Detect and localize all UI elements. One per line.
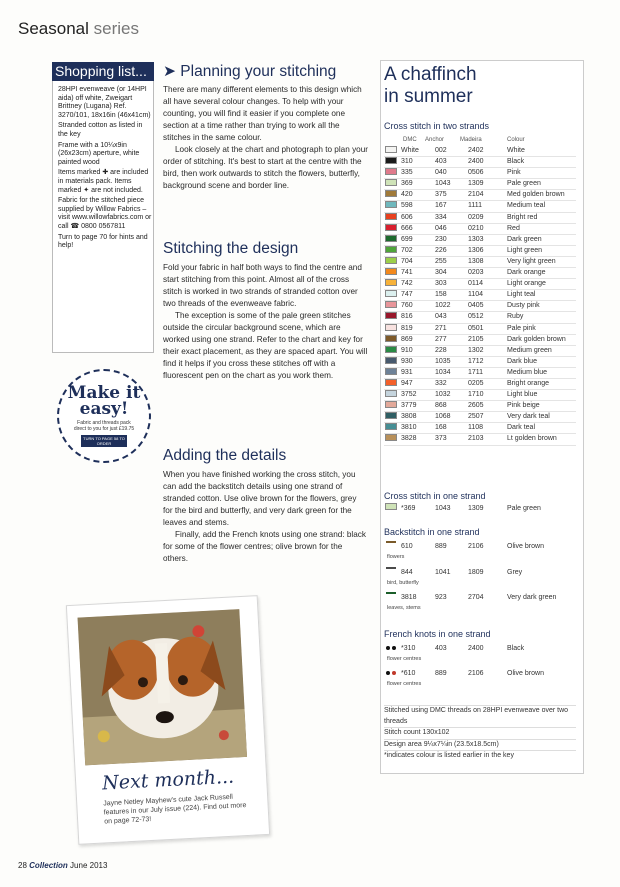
colour-name: White — [507, 147, 525, 154]
key-row — [384, 312, 576, 323]
dmc-code: 741 — [401, 269, 413, 277]
colour-name: Red — [507, 224, 520, 232]
dmc-code: *369 — [401, 505, 416, 512]
colour-swatch — [385, 434, 397, 441]
colour-name: Pink beige — [507, 402, 540, 410]
page-number: 28 — [18, 861, 27, 870]
colour-name: Light teal — [507, 291, 536, 299]
key-row — [384, 290, 576, 301]
stitching-text — [163, 262, 368, 382]
madeira-code: 2507 — [468, 413, 484, 421]
colour-swatch — [385, 257, 397, 264]
dmc-code: 931 — [401, 368, 413, 376]
anchor-code: 1035 — [435, 357, 451, 365]
stitch-note: flowers — [387, 554, 405, 560]
anchor-code: 1043 — [435, 505, 451, 512]
dmc-code: 702 — [401, 246, 413, 254]
colour-name: Bright orange — [507, 379, 550, 387]
anchor-code: 1032 — [435, 391, 451, 399]
madeira-code: 0405 — [468, 302, 484, 310]
colour-name: Black — [507, 645, 525, 652]
anchor-code: 040 — [435, 169, 447, 177]
dmc-code: 310 — [401, 158, 413, 166]
key-row — [384, 401, 576, 412]
shopping-list-title: Shopping list... — [52, 62, 154, 81]
dmc-code: 747 — [401, 291, 413, 299]
colour-swatch — [385, 146, 397, 153]
madeira-code: 2104 — [468, 191, 484, 199]
key-row — [384, 179, 576, 190]
dmc-code: 869 — [401, 335, 413, 343]
dmc-code: *610 — [401, 670, 416, 677]
madeira-code: 0501 — [468, 324, 484, 332]
colour-swatch — [385, 423, 397, 430]
paragraph: When you have finished working the cross stitch, you can add the backstitch details using one strand of stranded cotton. Use olive brown for the flowers, grey for the bird and butterfly, and very dark green for the leaves and stems. — [163, 470, 357, 527]
madeira-code: 0209 — [468, 213, 484, 221]
dmc-code: White — [401, 147, 419, 154]
colour-swatch — [385, 301, 397, 308]
next-month-title: Next month... — [101, 765, 235, 795]
series-title — [18, 19, 139, 39]
paragraph: There are many different elements to this design which all have several colour changes. To help with your counting, you will find it easier if you complete one section at a time rather than trying to work all the stitches in the same colour. — [163, 85, 362, 142]
line-swatch — [386, 592, 396, 594]
jack-russell-photo — [78, 609, 248, 765]
anchor-code: 167 — [435, 202, 447, 210]
madeira-code: 0512 — [468, 313, 484, 321]
dmc-code: 598 — [401, 202, 413, 210]
anchor-code: 375 — [435, 191, 447, 199]
dmc-code: 816 — [401, 313, 413, 321]
dmc-code: 606 — [401, 213, 413, 221]
key-row — [384, 201, 576, 212]
madeira-code: 1108 — [468, 424, 484, 432]
colour-name: Olive brown — [507, 670, 544, 677]
madeira-code: 0203 — [468, 269, 484, 277]
dmc-code: 910 — [401, 346, 413, 354]
shopping-item: Fabric for the stitched piece supplied by Willow Fabrics – visit www.willowfabrics.com or call ☎ 0800 0567811 — [58, 197, 152, 230]
paragraph: Finally, add the French knots using one strand: black for some of the flower centres; olive brown for the others. — [163, 530, 366, 563]
key-row — [384, 335, 576, 346]
madeira-code: 2103 — [468, 435, 484, 443]
dmc-code: 610 — [401, 543, 413, 550]
anchor-code: 228 — [435, 346, 447, 354]
colour-name: Bright red — [507, 213, 538, 221]
colour-name: Very dark green — [507, 594, 557, 601]
anchor-code: 158 — [435, 291, 447, 299]
series-title-light: series — [93, 19, 139, 38]
french-knot-row — [384, 643, 576, 654]
french-knot-row — [384, 668, 576, 679]
backstitch-row — [384, 592, 576, 603]
key-row — [384, 423, 576, 434]
dmc-code: 3810 — [401, 424, 417, 432]
dog-illustration — [78, 609, 248, 765]
anchor-code: 304 — [435, 269, 447, 277]
dmc-code: 666 — [401, 224, 413, 232]
madeira-code: 1712 — [468, 357, 484, 365]
anchor-code: 046 — [435, 224, 447, 232]
key-row — [384, 268, 576, 279]
madeira-code: 0210 — [468, 224, 484, 232]
footer-line: *indicates colour is listed earlier in the key — [384, 750, 576, 762]
madeira-code: 2400 — [468, 158, 484, 166]
heading-planning: ➤ Planning your stitching — [163, 63, 337, 80]
key-row — [384, 257, 576, 268]
anchor-code: 334 — [435, 213, 447, 221]
key-row — [384, 368, 576, 379]
anchor-code: 1041 — [435, 569, 451, 576]
key-title-line: A chaffinch — [384, 64, 477, 85]
colour-name: Dark golden brown — [507, 335, 566, 343]
colour-name: Black — [507, 158, 525, 166]
one-strand-row — [384, 503, 576, 514]
page-folio — [18, 861, 107, 870]
dmc-code: 947 — [401, 379, 413, 387]
col-madeira: Madeira — [460, 137, 482, 143]
colour-name: Olive brown — [507, 543, 544, 550]
colour-name: Dark orange — [507, 269, 546, 277]
colour-name: Pale green — [507, 180, 541, 188]
colour-swatch — [385, 335, 397, 342]
colour-name: Dark blue — [507, 357, 537, 365]
anchor-code: 373 — [435, 435, 447, 443]
shopping-item: Stranded cotton as listed in the key — [58, 122, 143, 138]
colour-swatch — [385, 401, 397, 408]
key-subtitle: Cross stitch in two strands — [384, 121, 490, 131]
colour-name: Pale green — [507, 505, 541, 512]
colour-name: Pink — [507, 169, 521, 177]
dmc-code: 3779 — [401, 402, 417, 410]
stitch-note: bird, butterfly — [387, 580, 419, 586]
colour-swatch — [385, 213, 397, 220]
anchor-code: 255 — [435, 257, 447, 265]
colour-swatch — [385, 290, 397, 297]
dmc-code: 930 — [401, 357, 413, 365]
dmc-code: 369 — [401, 180, 413, 188]
shopping-item: 28HPI evenweave (or 14HPI aida) off white, Zweigart Brittney (Lugana) Ref. 3270/101, 18x16in (46x41cm) — [58, 86, 151, 119]
colour-swatch — [385, 368, 397, 375]
backstitch-row — [384, 567, 576, 578]
col-anchor: Anchor — [425, 137, 445, 143]
colour-swatch — [385, 168, 397, 175]
key-row — [384, 213, 576, 224]
anchor-code: 1022 — [435, 302, 451, 310]
backstitch-row — [384, 541, 576, 552]
anchor-code: 226 — [435, 246, 447, 254]
knot-swatch — [386, 643, 400, 648]
key-row — [384, 357, 576, 368]
madeira-code: 1309 — [468, 505, 484, 512]
col-dmc: DMC — [403, 137, 417, 143]
key-footer — [384, 705, 576, 762]
dmc-code: *310 — [401, 645, 416, 652]
key-row — [384, 301, 576, 312]
colour-name: Grey — [507, 569, 523, 576]
dmc-code: 3808 — [401, 413, 417, 421]
madeira-code: 1104 — [468, 291, 484, 299]
dmc-code: 699 — [401, 235, 413, 243]
badge-title: Make it easy! — [67, 383, 141, 419]
paragraph: Fold your fabric in half both ways to find the centre and start stitching from this point. Almost all of the cross stitch is worked in two strands of stranded cotton over two threads of the evenweave fabric. — [163, 263, 362, 308]
colour-swatch — [385, 190, 397, 197]
colour-name: Very light green — [507, 257, 556, 265]
anchor-code: 403 — [435, 158, 447, 166]
heading-details: Adding the details — [163, 447, 287, 464]
colour-name: Dusty pink — [507, 302, 540, 310]
colour-swatch — [385, 390, 397, 397]
anchor-code: 1068 — [435, 413, 451, 421]
shopping-list — [58, 86, 152, 253]
colour-name: Medium teal — [507, 202, 546, 210]
details-text — [163, 469, 368, 565]
dmc-code: 844 — [401, 569, 413, 576]
colour-name: Dark green — [507, 235, 542, 243]
madeira-code: 2704 — [468, 594, 484, 601]
footer-line: Stitch count 130x102 — [384, 727, 576, 739]
dmc-code: 420 — [401, 191, 413, 199]
key-row — [384, 434, 576, 445]
colour-name: Light blue — [507, 391, 538, 399]
anchor-code: 1034 — [435, 368, 451, 376]
planning-text — [163, 84, 368, 192]
one-strand-title: Cross stitch in one strand — [384, 491, 486, 501]
colour-swatch — [385, 279, 397, 286]
colour-name: Very dark teal — [507, 413, 550, 421]
key-row — [384, 168, 576, 179]
colour-swatch — [385, 412, 397, 419]
madeira-code: 1306 — [468, 246, 484, 254]
madeira-code: 2106 — [468, 543, 484, 550]
key-row — [384, 279, 576, 290]
shopping-item: Frame with a 10¼x9in (26x23cm) aperture, white painted wood — [58, 141, 140, 166]
madeira-code: 2105 — [468, 335, 484, 343]
anchor-code: 868 — [435, 402, 447, 410]
madeira-code: 1710 — [468, 391, 484, 399]
colour-name: Medium green — [507, 346, 552, 354]
key-row — [384, 390, 576, 401]
dmc-code: 3818 — [401, 594, 417, 601]
make-it-easy-badge[interactable] — [57, 369, 151, 463]
madeira-code: 1302 — [468, 346, 484, 354]
colour-swatch — [385, 179, 397, 186]
madeira-code: 1711 — [468, 368, 484, 376]
stitch-note: leaves, stems — [387, 605, 421, 611]
magazine-name: Collection — [29, 861, 68, 870]
footer-line: Stitched using DMC threads on 28HPI evenweave over two threads — [384, 705, 576, 727]
colour-name: Light green — [507, 246, 543, 254]
key-row — [384, 346, 576, 357]
madeira-code: 1308 — [468, 257, 484, 265]
dmc-code: 3828 — [401, 435, 417, 443]
heading-stitching: Stitching the design — [163, 240, 299, 257]
anchor-code: 230 — [435, 235, 447, 243]
anchor-code: 277 — [435, 335, 447, 343]
madeira-code: 2605 — [468, 402, 484, 410]
key-row — [384, 412, 576, 423]
key-row — [384, 246, 576, 257]
madeira-code: 2400 — [468, 645, 484, 652]
paragraph: The exception is some of the pale green stitches outside the circular background scene, which are worked using one strand. Refer to the chart and key for their exact placement, as they are spaced apart. You will find it helps if you cross these stitches off with a fluorescent pen on the chart as you work them. — [163, 311, 368, 380]
colour-swatch — [385, 224, 397, 231]
colour-swatch — [385, 357, 397, 364]
madeira-code: 2106 — [468, 670, 484, 677]
shopping-item: Turn to page 70 for hints and help! — [58, 233, 148, 250]
colour-name: Medium blue — [507, 368, 548, 376]
colour-swatch — [385, 235, 397, 242]
colour-name: Lt golden brown — [507, 435, 557, 443]
anchor-code: 889 — [435, 543, 447, 550]
colour-swatch — [385, 268, 397, 275]
madeira-code: 1111 — [468, 202, 483, 210]
madeira-code: 2402 — [468, 147, 484, 154]
paragraph: Look closely at the chart and photograph to plan your order of stitching. It's best to start at the centre with the bird, then work outwards to stitch the flowers, butterfly, background scene and border line. — [163, 145, 368, 190]
key-title — [384, 64, 477, 108]
colour-swatch — [385, 346, 397, 353]
madeira-code: 0506 — [468, 169, 484, 177]
dmc-code: 742 — [401, 280, 413, 288]
anchor-code: 303 — [435, 280, 447, 288]
madeira-code: 1809 — [468, 569, 484, 576]
key-title-line: in summer — [384, 86, 473, 107]
madeira-code: 1303 — [468, 235, 484, 243]
anchor-code: 1043 — [435, 180, 451, 188]
dmc-code: 819 — [401, 324, 413, 332]
colour-swatch — [385, 324, 397, 331]
key-row — [384, 379, 576, 390]
key-row — [384, 324, 576, 335]
line-swatch — [386, 541, 396, 543]
anchor-code: 332 — [435, 379, 447, 387]
next-month-text: Jayne Netley Mayhew's cute Jack Russell features in our July issue (224). Find out more on page 72-73! — [103, 793, 247, 826]
key-row — [384, 146, 576, 157]
french-knots-title: French knots in one strand — [384, 629, 491, 639]
madeira-code: 0205 — [468, 379, 484, 387]
col-colour: Colour — [507, 137, 525, 143]
anchor-code: 168 — [435, 424, 447, 432]
dmc-code: 760 — [401, 302, 413, 310]
colour-name: Dark teal — [507, 424, 536, 432]
anchor-code: 043 — [435, 313, 447, 321]
colour-name: Pale pink — [507, 324, 536, 332]
colour-name: Ruby — [507, 313, 524, 321]
backstitch-title: Backstitch in one strand — [384, 527, 480, 537]
colour-swatch — [385, 157, 397, 164]
shopping-item: Items marked ✚ are included in materials pack. Items marked ✦ are not included. — [58, 169, 149, 194]
anchor-code: 403 — [435, 645, 447, 652]
anchor-code: 271 — [435, 324, 447, 332]
anchor-code: 923 — [435, 594, 447, 601]
next-month-card[interactable] — [66, 595, 270, 845]
key-table — [384, 146, 576, 446]
colour-swatch — [385, 246, 397, 253]
anchor-code: 002 — [435, 147, 447, 154]
colour-swatch — [385, 503, 397, 510]
dmc-code: 3752 — [401, 391, 417, 399]
badge-text: Fabric and threads pack direct to you for just £19.75 — [73, 420, 135, 432]
colour-swatch — [385, 201, 397, 208]
dmc-code: 704 — [401, 257, 413, 265]
colour-name: Med golden brown — [507, 191, 565, 199]
footer-line: Design area 9¼x7¼in (23.5x18.5cm) — [384, 739, 576, 751]
colour-swatch — [385, 312, 397, 319]
issue-date: June 2013 — [70, 861, 108, 870]
anchor-code: 889 — [435, 670, 447, 677]
key-row — [384, 157, 576, 168]
stitch-note: flower centres — [387, 681, 422, 687]
dmc-code: 335 — [401, 169, 413, 177]
key-row — [384, 235, 576, 246]
madeira-code: 0114 — [468, 280, 484, 288]
colour-name: Light orange — [507, 280, 546, 288]
badge-tag: TURN TO PAGE 58 TO ORDER — [81, 435, 127, 447]
madeira-code: 1309 — [468, 180, 484, 188]
series-title-bold: Seasonal — [18, 19, 89, 38]
key-row — [384, 190, 576, 201]
key-row — [384, 224, 576, 235]
knot-swatch — [386, 668, 400, 673]
stitch-note: flower centres — [387, 656, 422, 662]
colour-swatch — [385, 379, 397, 386]
line-swatch — [386, 567, 396, 569]
